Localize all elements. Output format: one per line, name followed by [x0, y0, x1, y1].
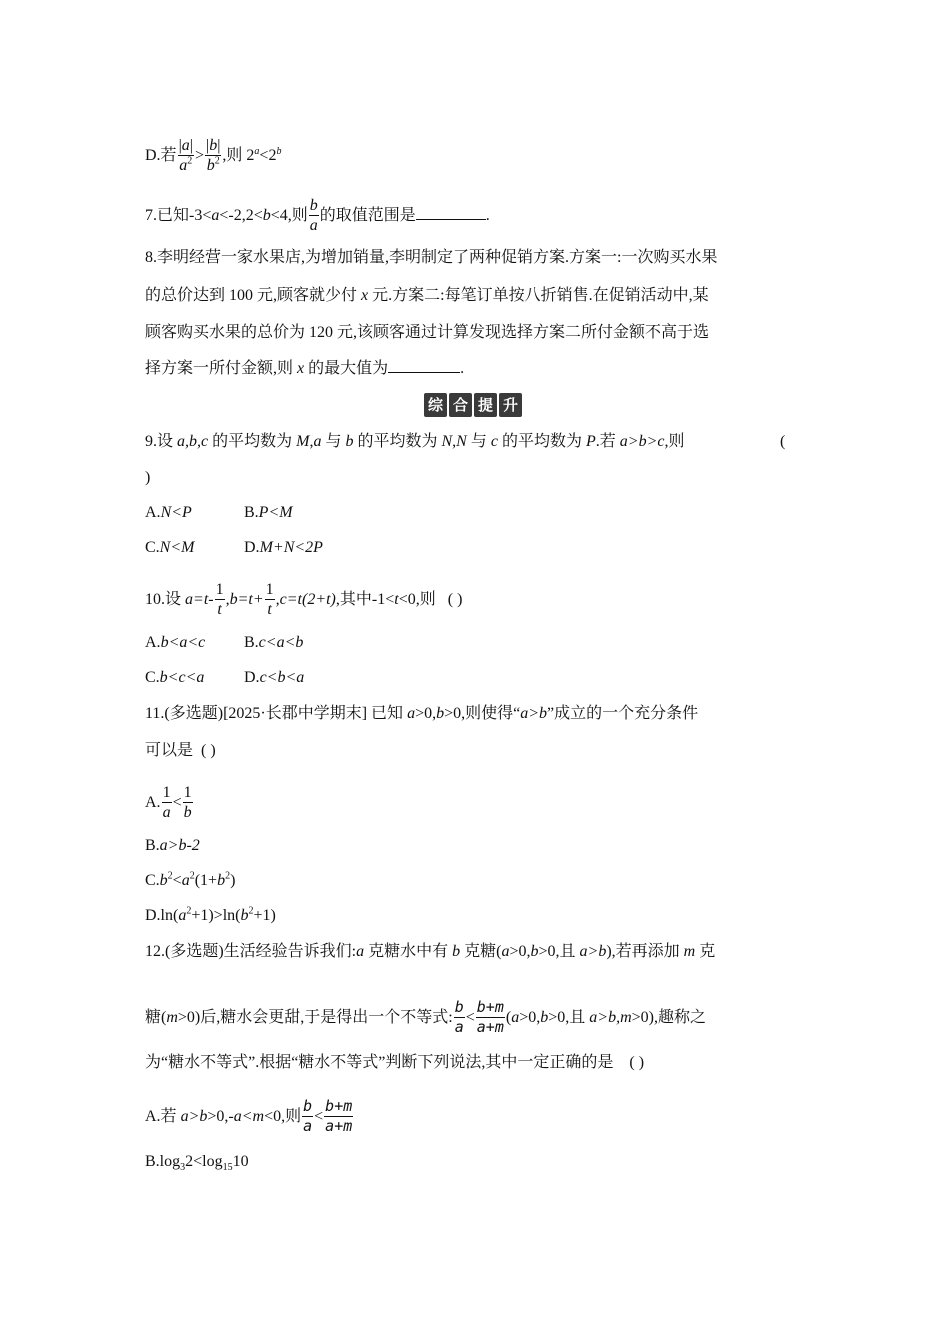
fraction-abs-b-over-b-squared: $\frac{|b|}{b^2}$ — [206, 137, 221, 174]
q10-option-d[interactable]: D.c<b<a — [244, 669, 305, 686]
q11-option-c[interactable]: $C.b^2<a^2(1+b^2)$ — [145, 870, 236, 889]
question-12-line-2: 糖(m>0)后,糖水会更甜,于是得出一个不等式: $\frac{b}{a}$ < $\frac{b+m}{a+m}$ (a>0,b>0,且 a>b,m>0),趣称之 — [145, 998, 706, 1036]
fraction-b-over-a: $\frac{b}{a}$ — [454, 998, 464, 1036]
q10-option-c[interactable]: C.b<c<a — [145, 669, 205, 686]
fraction-abs-a-over-a-squared: $\frac{|a|}{a^2}$ — [178, 137, 193, 174]
question-10-stem: 10.设 a=t- $\frac{1}{t}$ ,b=t+ $\frac{1}{t}$ ,c=t(2+t),其中-1<t<0,则 ( ) — [145, 581, 463, 618]
fraction-b-plus-m-over-a-plus-m: $\frac{b+m}{a+m}$ — [476, 998, 504, 1036]
question-11-line-1: 11.(多选题)[2025·长郡中学期末] 已知 a>0,b>0,则使得“a>b”成立的一个充分条件 — [145, 705, 699, 722]
fraction-1-over-t: $\frac{1}{t}$ — [265, 581, 274, 618]
question-9-stem: 9.设 a,b,c 的平均数为 M,a 与 b 的平均数为 N,N 与 c 的平均数为 P.若 a>b>c,则 — [145, 433, 685, 450]
fraction-1-over-t: $\frac{1}{t}$ — [215, 581, 224, 618]
question-8-line-3: 顾客购买水果的总价为 120 元,该顾客通过计算发现选择方案二所付金额不高于选 — [145, 324, 710, 341]
fraction-b-over-a: $\frac{b}{a}$ — [303, 1097, 313, 1135]
q11-option-d[interactable]: $D.\ln(a^2+1)>\ln(b^2+1)$ — [145, 905, 276, 924]
fraction-1-over-b: $\frac{1}{b}$ — [183, 784, 192, 821]
q12-option-a[interactable]: A.若 a>b>0,-a<m<0,则 $\frac{b}{a}$ < $\frac{b+m}{a+m}$ — [145, 1097, 353, 1135]
q12-option-b[interactable]: $B.\log_32<\log_{15}10$ — [145, 1153, 249, 1174]
fraction-b-plus-m-over-a-plus-m: $\frac{b+m}{a+m}$ — [325, 1097, 353, 1135]
question-12-line-1: 12.(多选题)生活经验告诉我们:a 克糖水中有 b 克糖(a>0,b>0,且 a>b),若再添加 m 克 — [145, 943, 716, 960]
section-banner: 综 合 提 升 — [424, 393, 522, 417]
q9-option-a[interactable]: A.N<P — [145, 504, 192, 521]
q9-option-d[interactable]: D.M+N<2P — [244, 539, 323, 556]
question-8-line-4: 择方案一所付金额,则 x 的最大值为 . — [145, 360, 465, 377]
question-8-line-2: 的总价达到 100 元,顾客就少付 x 元.方案二:每笔订单按八折销售.在促销活动中,某 — [145, 287, 709, 304]
question-9-paren-close: ) — [145, 469, 151, 486]
answer-blank[interactable] — [416, 205, 486, 220]
q9-option-b[interactable]: B.P<M — [244, 504, 293, 521]
question-11-line-2: 可以是 ( ) — [145, 742, 216, 759]
question-12-line-3: 为“糖水不等式”.根据“糖水不等式”判断下列说法,其中一定正确的是 ( ) — [145, 1054, 645, 1071]
q10-option-a[interactable]: A.b<a<c — [145, 634, 206, 651]
answer-blank[interactable] — [388, 358, 460, 373]
q11-option-b[interactable]: B.a>b-2 — [145, 837, 200, 854]
q6-option-d: D.若 $\frac{|a|}{a^2}$ > $\frac{|b|}{b^2}$ ,则 $2^a<2^b$ — [145, 137, 282, 174]
q11-option-a[interactable]: A. $\frac{1}{a}$ < $\frac{1}{b}$ — [145, 784, 192, 821]
question-7: 7.已知-3<a<-2,2<b<4,则 $\frac{b}{a}$ 的取值范围是 . — [145, 197, 490, 234]
q9-option-c[interactable]: C.N<M — [145, 539, 195, 556]
question-9-paren-open: ( — [780, 433, 786, 450]
q10-option-b[interactable]: B.c<a<b — [244, 634, 304, 651]
question-8-line-1: 8.李明经营一家水果店,为增加销量,李明制定了两种促销方案.方案一:一次购买水果 — [145, 249, 718, 266]
fraction-1-over-a: $\frac{1}{a}$ — [162, 784, 171, 821]
fraction-b-over-a: $\frac{b}{a}$ — [309, 197, 318, 234]
